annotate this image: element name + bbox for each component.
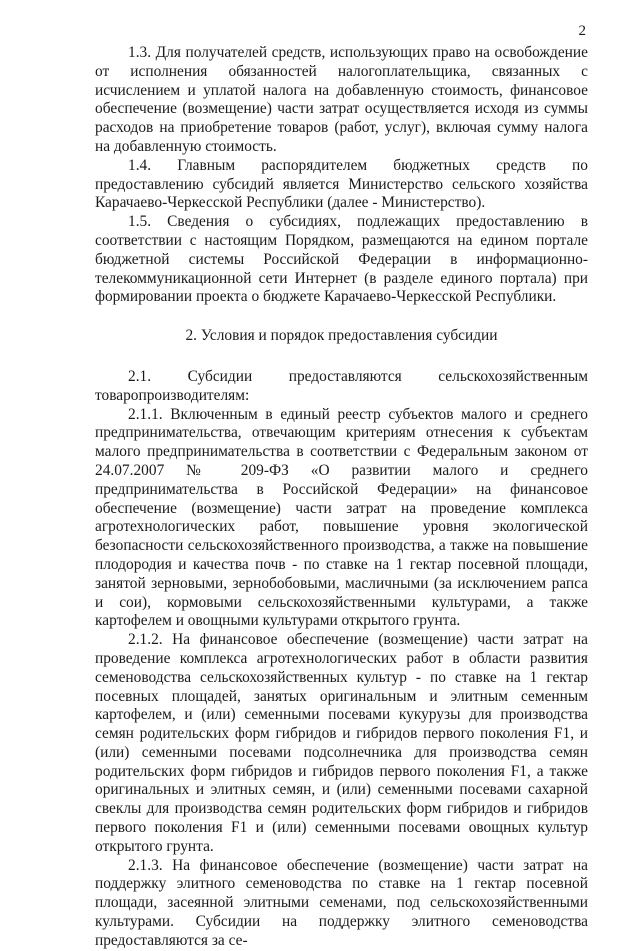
paragraph-1-5: 1.5. Сведения о субсидиях, подлежащих предоставлению в соответствии с настоящим Порядком, размещаются на едином портале бюджетной системы Российской Федерации в информационно-телекоммуникационной сети Интернет (в разделе единого портала) при формировании проекта о бюджете Карачаево-Черкесской Республики.	[95, 213, 588, 306]
paragraph-2-1: 2.1. Субсидии предоставляются сельскохозяйственным товаропроизводителям:	[95, 367, 588, 404]
paragraph-2-1-3: 2.1.3. На финансовое обеспечение (возмещение) части затрат на поддержку элитного семеноводства по ставке на 1 гектар посевной площади, засеянной элитными семенами, под сельскохозяйственными культурами. Субсидии на поддержку элитного семеноводства предоставляются за се-	[95, 856, 588, 949]
section-heading: 2. Условия и порядок предоставления субсидии	[185, 327, 498, 345]
page-number: 2	[578, 23, 586, 39]
paragraph-1-4: 1.4. Главным распорядителем бюджетных средств по предоставлению субсидий является Министерство сельского хозяйства Карачаево-Черкесской Республики (далее - Министерство).	[95, 156, 588, 212]
document-body	[95, 44, 588, 951]
paragraph-2-1-1: 2.1.1. Включенным в единый реестр субъектов малого и среднего предпринимательства, отвечающим критериям отнесения к субъектам малого предпринимательства в соответствии с Федеральным законом от 24.07.2007 № 209-ФЗ «О развитии малого и среднего предпринимательства в Российской Федерации» на финансовое обеспечение (возмещение) части затрат на проведение комплекса агротехнологических работ, повышение уровня экологической безопасности сельскохозяйственного производства, а также на повышение плодородия и качества почв - по ставке на 1 гектар посевной площади, занятой зерновыми, зернобобовыми, масличными (за исключением рапса и сои), кормовыми сельскохозяйственными культурами, а также картофелем и овощными культурами открытого грунта.	[95, 405, 588, 630]
paragraph-2-1-2: 2.1.2. На финансовое обеспечение (возмещение) части затрат на проведение комплекса агротехнологических работ в области развития семеноводства сельскохозяйственных культур - по ставке на 1 гектар посевных площадей, занятых оригинальным и элитным семенным картофелем, и (или) семенными посевами кукурузы для производства семян родительских форм гибридов и гибридов первого поколения F1, и (или) семенными посевами подсолнечника для производства семян родительских форм гибридов и гибридов первого поколения F1, а также оригинальных и элитных семян, и (или) семенными посевами сахарной свеклы для производства семян родительских форм гибридов и гибридов первого поколения F1 и (или) семенными посевами овощных культур открытого грунта.	[95, 631, 588, 855]
paragraph-1-3: 1.3. Для получателей средств, использующих право на освобождение от исполнения обязанностей налогоплательщика, связанных с исчислением и уплатой налога на добавленную стоимость, финансовое обеспечение (возмещение) части затрат осуществляется исходя из суммы расходов на приобретение товаров (работ, услуг), включая сумму налога на добавленную стоимость.	[95, 44, 588, 155]
